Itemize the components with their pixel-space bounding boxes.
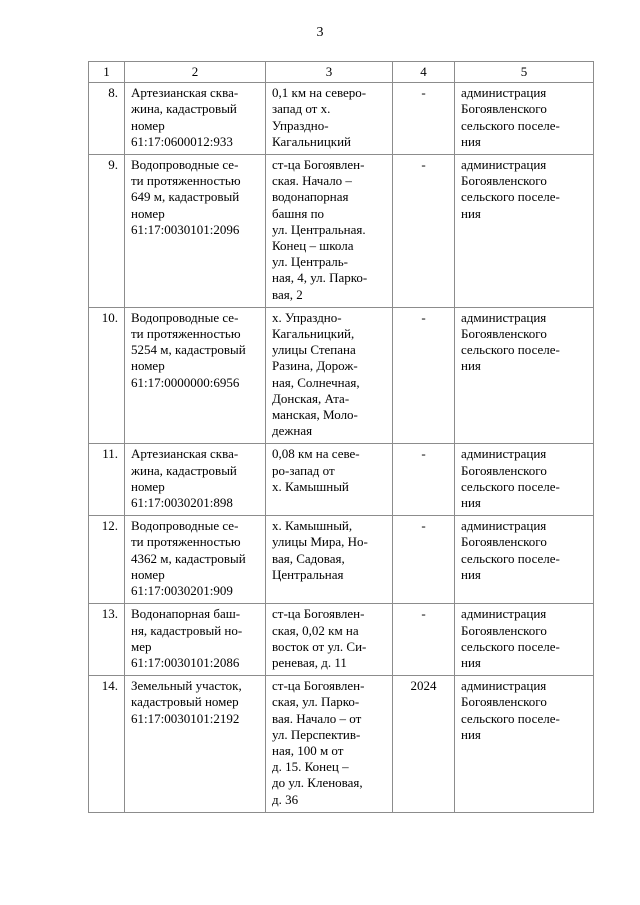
object-year-cell: - [393, 444, 455, 516]
row-number-cell: 13. [89, 604, 125, 676]
column-header: 5 [455, 62, 594, 83]
table-header-row [89, 62, 594, 83]
row-number-cell: 8. [89, 83, 125, 155]
row-number-cell: 10. [89, 307, 125, 444]
column-header: 1 [89, 62, 125, 83]
row-number-cell: 14. [89, 676, 125, 813]
object-name-cell: Земельный участок, кадастровый номер 61:17:0030101:2192 [125, 676, 266, 813]
row-number-cell: 11. [89, 444, 125, 516]
table-row [89, 155, 594, 308]
object-year-cell: - [393, 516, 455, 604]
table-row [89, 307, 594, 444]
table-row [89, 83, 594, 155]
object-location-cell: ст-ца Богоявлен- ская, ул. Парко- вая. Начало – от ул. Перспектив- ная, 100 м от д. 15. Конец – до ул. Кленовая, д. 36 [266, 676, 393, 813]
column-header: 3 [266, 62, 393, 83]
object-location-cell: 0,08 км на севе- ро-запад от х. Камышный [266, 444, 393, 516]
table-row [89, 516, 594, 604]
table-body [89, 83, 594, 813]
property-registry-table [88, 61, 594, 813]
object-name-cell: Водопроводные се- ти протяженностью 649 м, кадастровый номер 61:17:0030101:2096 [125, 155, 266, 308]
object-owner-cell: администрация Богоявленского сельского поселе- ния [455, 676, 594, 813]
object-location-cell: ст-ца Богоявлен- ская. Начало – водонапорная башня по ул. Центральная. Конец – школа ул. Централь- ная, 4, ул. Парко- вая, 2 [266, 155, 393, 308]
object-name-cell: Водопроводные се- ти протяженностью 4362 м, кадастровый номер 61:17:0030201:909 [125, 516, 266, 604]
object-year-cell: - [393, 83, 455, 155]
object-year-cell: 2024 [393, 676, 455, 813]
object-location-cell: ст-ца Богоявлен- ская, 0,02 км на восток от ул. Си- реневая, д. 11 [266, 604, 393, 676]
column-header: 4 [393, 62, 455, 83]
object-location-cell: х. Упраздно- Кагальницкий, улицы Степана Разина, Дорож- ная, Солнечная, Донская, Ата- манская, Моло- дежная [266, 307, 393, 444]
column-header: 2 [125, 62, 266, 83]
object-owner-cell: администрация Богоявленского сельского поселе- ния [455, 155, 594, 308]
object-owner-cell: администрация Богоявленского сельского поселе- ния [455, 83, 594, 155]
object-owner-cell: администрация Богоявленского сельского поселе- ния [455, 444, 594, 516]
object-owner-cell: администрация Богоявленского сельского поселе- ния [455, 516, 594, 604]
object-name-cell: Водонапорная баш- ня, кадастровый но- мер 61:17:0030101:2086 [125, 604, 266, 676]
table-row [89, 676, 594, 813]
object-location-cell: х. Камышный, улицы Мира, Но- вая, Садовая, Центральная [266, 516, 393, 604]
row-number-cell: 12. [89, 516, 125, 604]
object-name-cell: Водопроводные се- ти протяженностью 5254 м, кадастровый номер 61:17:0000000:6956 [125, 307, 266, 444]
object-owner-cell: администрация Богоявленского сельского поселе- ния [455, 307, 594, 444]
table-row [89, 604, 594, 676]
row-number-cell: 9. [89, 155, 125, 308]
page-number: 3 [316, 25, 324, 40]
object-name-cell: Артезианская сква- жина, кадастровый номер 61:17:0030201:898 [125, 444, 266, 516]
table-row [89, 444, 594, 516]
object-owner-cell: администрация Богоявленского сельского поселе- ния [455, 604, 594, 676]
object-year-cell: - [393, 307, 455, 444]
object-year-cell: - [393, 155, 455, 308]
object-location-cell: 0,1 км на северо- запад от х. Упраздно- Кагальницкий [266, 83, 393, 155]
object-year-cell: - [393, 604, 455, 676]
object-name-cell: Артезианская сква- жина, кадастровый номер 61:17:0600012:933 [125, 83, 266, 155]
